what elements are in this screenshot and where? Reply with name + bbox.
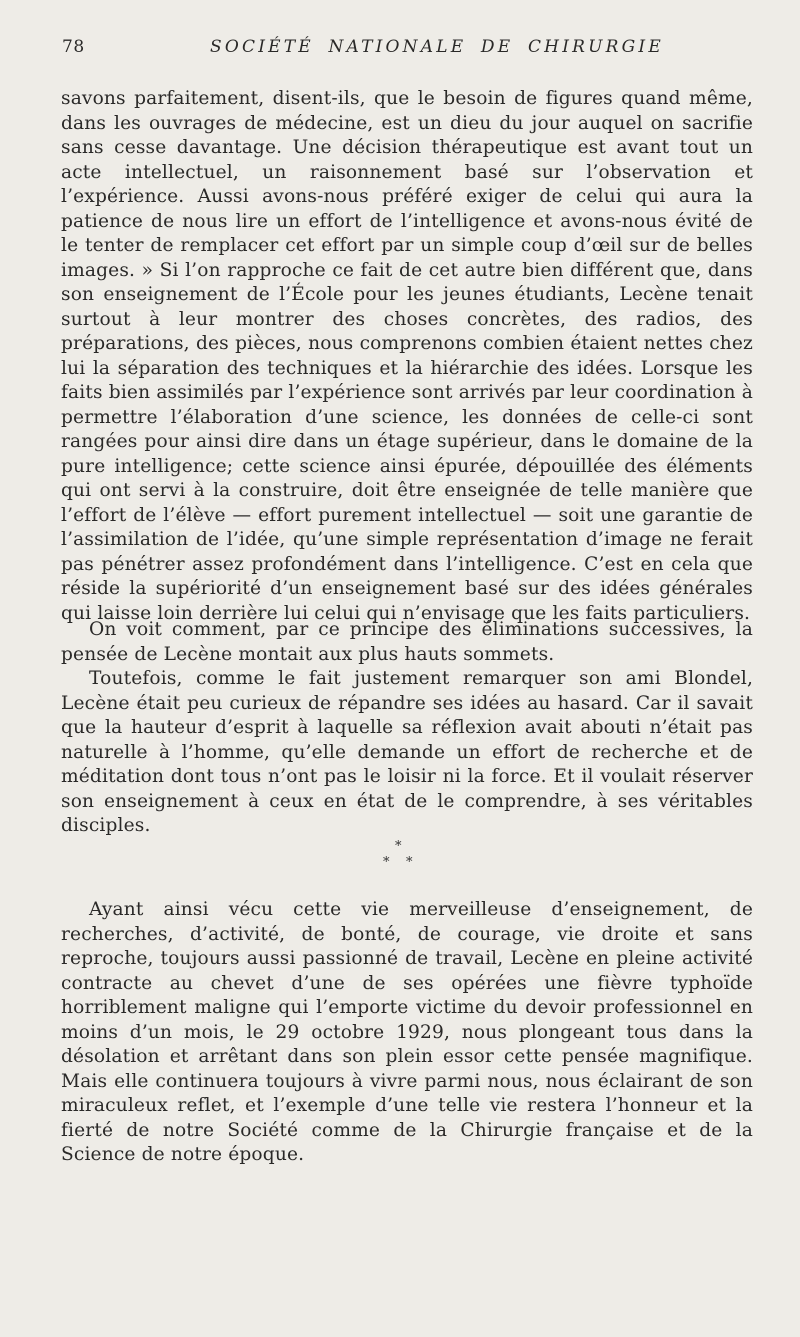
paragraph-conclusion: Ayant ainsi vécu cette vie merveilleuse d’enseignement, de recherches, d’activité, de bonté, de courage, vie droite et sans reproche, toujours aussi passionné de travail, Lecène en pleine activité contracte au chevet d’une de ses opérées une fièvre typhoïde horriblement maligne qui l’emporte victime du devoir professionnel en moins d’un mois, le 29 octobre 1929, nous plongeant tous dans la désolation et arrêtant dans son plein essor cette pensée magnifique. Mais elle continuera toujours à vivre parmi nous, nous éclairant de son miraculeux reflet, et l’exemple d’une telle vie restera l’honneur et la fierté de notre Société comme de la Chirurgie française et de la Science de notre époque. bbox=[61, 899, 753, 1165]
paragraph-continuation: savons parfaitement, disent-ils, que le besoin de figures quand même, dans les ouvrages de médecine, est un dieu du jour auquel on sacrifie sans cesse davantage. Une décision thérapeutique est avant tout un acte intellectuel, un raisonnement basé sur l’observation et l’expérience. Aussi avons-nous préféré exiger de celui qui aura la patience de nous lire un effort de l’intelligence et avons-nous évité de le tenter de remplacer cet effort par un simple coup d’œil sur de belles images. » Si l’on rapproche ce fait de cet autre bien différent que, dans son enseignement de l’École pour les jeunes étudiants, Lecène tenait surtout à leur montrer des choses concrètes, des radios, des préparations, des pièces, nous comprenons combien étaient nettes chez lui la séparation des techniques et la hiérarchie des idées. Lorsque les faits bien assimilés par l’expérience sont arrivés par leur coordination à permettre l’élaboration d’une science, les données de celle-ci sont rangées pour ainsi dire dans un étage supérieur, dans le domaine de la pure intelligence; cette science ainsi épurée, dépouillée des éléments qui ont servi à la construire, doit être enseignée de telle manière que l’effort de l’élève — effort purement intellectuel — soit une garantie de l’assimilation de l’idée, qu’une simple représentation d’image ne ferait pas pénétrer assez profondément dans l’intelligence. C’est en cela que réside la supériorité d’un enseignement basé sur des idées générales qui laisse loin derrière lui celui qui n’envisage que les faits particuliers. bbox=[61, 88, 753, 624]
asterism-star: * bbox=[395, 839, 402, 854]
page-number: 78 bbox=[62, 37, 85, 57]
asterism-star: * bbox=[406, 855, 413, 870]
running-title: SOCIÉTÉ NATIONALE DE CHIRURGIE bbox=[210, 37, 664, 57]
paragraph-blondel: Toutefois, comme le fait justement remarquer son ami Blondel, Lecène était peu curieux de répandre ses idées au hasard. Car il savait que la hauteur d’esprit à laquelle sa réflexion avait abouti n’était pas naturelle à l’homme, qu’elle demande un effort de recherche et de méditation dont tous n’ont pas le loisir ni la force. Et il voulait réserver son enseignement à ceux en état de le comprendre, à ses véritables disciples. bbox=[61, 668, 753, 836]
asterism-star: * bbox=[383, 855, 390, 870]
paragraph-eliminations: On voit comment, par ce principe des éliminations successives, la pensée de Lecène montait aux plus hauts sommets. bbox=[61, 619, 753, 665]
page-header bbox=[62, 37, 752, 67]
section-separator-asterism bbox=[370, 838, 430, 878]
